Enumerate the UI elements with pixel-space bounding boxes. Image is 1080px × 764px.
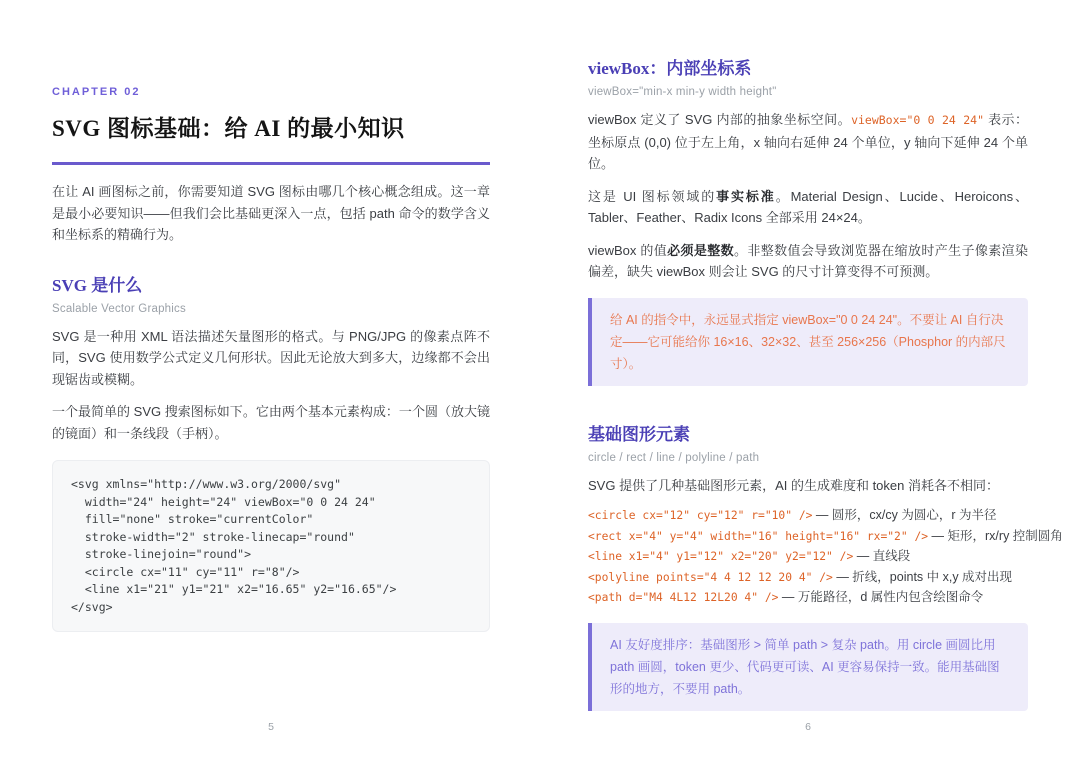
paragraph-viewbox-definition [588,109,1028,175]
paragraph-svg-definition: SVG 是一种用 XML 语法描述矢量图形的格式。与 PNG/JPG 的像素点阵不同，SVG 使用数学公式定义几何形状。因此无论放大到多大，边缘都不会出现锯齿或模糊。 [52,328,490,387]
callout-ai-friendliness: AI 友好度排序：基础图形 > 简单 path > 复杂 path。用 circle 画圆比用 path 画圆，token 更少、代码更可读、AI 更容易保持一致。能用基础图形的地方，不要用 path。 [588,623,1028,711]
code-line: stroke-linejoin="round"> [71,547,252,561]
paragraph-defacto-standard [588,186,1028,229]
section-subtitle-what-is-svg: Scalable Vector Graphics [52,302,186,315]
shape-code: <circle cx="12" cy="12" r="10" /> [588,509,813,522]
svg-code-block [52,460,490,632]
intro-paragraph: 在让 AI 画图标之前，你需要知道 SVG 图标由哪几个核心概念组成。这一章是最小必要知识——但我们会比基础更深入一点，包括 path 命令的数学含义和坐标系的精确行为。 [52,184,490,242]
shape-description: — 矩形，rx/ry 控制圆角 [928,528,1063,543]
shape-code: <rect x="4" y="4" width="16" height="16" rx="2" /> [588,529,929,543]
page-right [588,0,1063,711]
bold-text: 事实标准 [716,188,776,204]
callout-viewbox-warning: 给 AI 的指令中，永远显式指定 viewBox="0 0 24 24"。不要让 AI 自行决定——它可能给你 16×16、32×32、甚至 256×256（Phosphor 的内部尺寸）。 [588,298,1028,386]
title-divider [52,162,490,165]
paragraph-search-icon-example: 一个最简单的 SVG 搜索图标如下。它由两个基本元素构成：一个圆（放大镜的镜面）和一条线段（手柄）。 [52,404,490,441]
section-subtitle-shapes: circle / rect / line / polyline / path [588,451,760,464]
shape-description: — 圆形，cx/cy 为圆心，r 为半径 [812,508,997,522]
list-item-path [588,587,1028,608]
shape-description: — 万能路径，d 属性内包含绘图命令 [778,590,984,605]
page-title: SVG 图标基础：给 AI 的最小知识 [52,116,405,141]
list-item-rect [588,526,1063,547]
paragraph-text: viewBox 的值 [588,242,668,258]
paragraph-text: 表示：坐标原点 (0,0) 位于左上角，x 轴向右延伸 24 个单位，y 轴向下延伸 24 个单位。 [588,112,1028,171]
section-subtitle-viewbox: viewBox="min-x min-y width height" [588,86,777,98]
shape-code: <path d="M4 4L12 12L20 4" /> [588,591,779,605]
bold-text: 必须是整数 [667,242,735,258]
list-item-circle [588,505,1028,526]
page-number-right: 6 [805,721,811,733]
list-item-polyline [588,567,1028,588]
shape-element-list [588,505,1063,608]
section-heading-what-is-svg: SVG 是什么 [52,275,143,295]
code-line: <circle cx="11" cy="11" r="8"/> [71,564,300,579]
paragraph-text: 这是 UI 图标领域的 [588,188,717,204]
shape-code: <polyline points="4 4 12 12 20 4" /> [588,570,833,584]
paragraph-text: viewBox 定义了 SVG 内部的抽象坐标空间。 [588,112,852,127]
page-left [52,0,490,632]
code-line: width="24" height="24" viewBox="0 0 24 24" [71,494,376,509]
page-number-left: 5 [268,721,274,733]
section-heading-viewbox: viewBox：内部坐标系 [588,59,752,78]
code-line: <line x1="21" y1="21" x2="16.65" y2="16.65"/> [71,582,397,596]
code-line: <svg xmlns="http://www.w3.org/2000/svg" [71,477,342,491]
list-item-line [588,546,1028,567]
inline-code-viewbox: viewBox="0 0 24 24" [851,113,984,127]
section-heading-shapes: 基础图形元素 [588,424,690,444]
shape-description: — 折线，points 中 x,y 成对出现 [832,569,1013,584]
code-line: fill="none" stroke="currentColor" [71,512,314,526]
paragraph-shapes-intro: SVG 提供了几种基础图形元素，AI 的生成难度和 token 消耗各不相同： [588,477,999,493]
paragraph-integer-values [588,240,1028,283]
paragraph-text: 。Material Design、Lucide、Heroicons、Tabler、Feather、Radix Icons 全部采用 24×24。 [588,188,1028,225]
paragraph-text: 。非整数值会导致浏览器在缩放时产生子像素渲染偏差，缺失 viewBox 则会让 SVG 的尺寸计算变得不可预测。 [588,242,1028,279]
code-line: </svg> [71,599,113,614]
shape-code: <line x1="4" y1="12" x2="20" y2="12" /> [588,550,854,564]
chapter-label: CHAPTER 02 [52,86,141,98]
shape-description: — 直线段 [853,549,911,564]
code-line: stroke-width="2" stroke-linecap="round" [71,529,355,544]
